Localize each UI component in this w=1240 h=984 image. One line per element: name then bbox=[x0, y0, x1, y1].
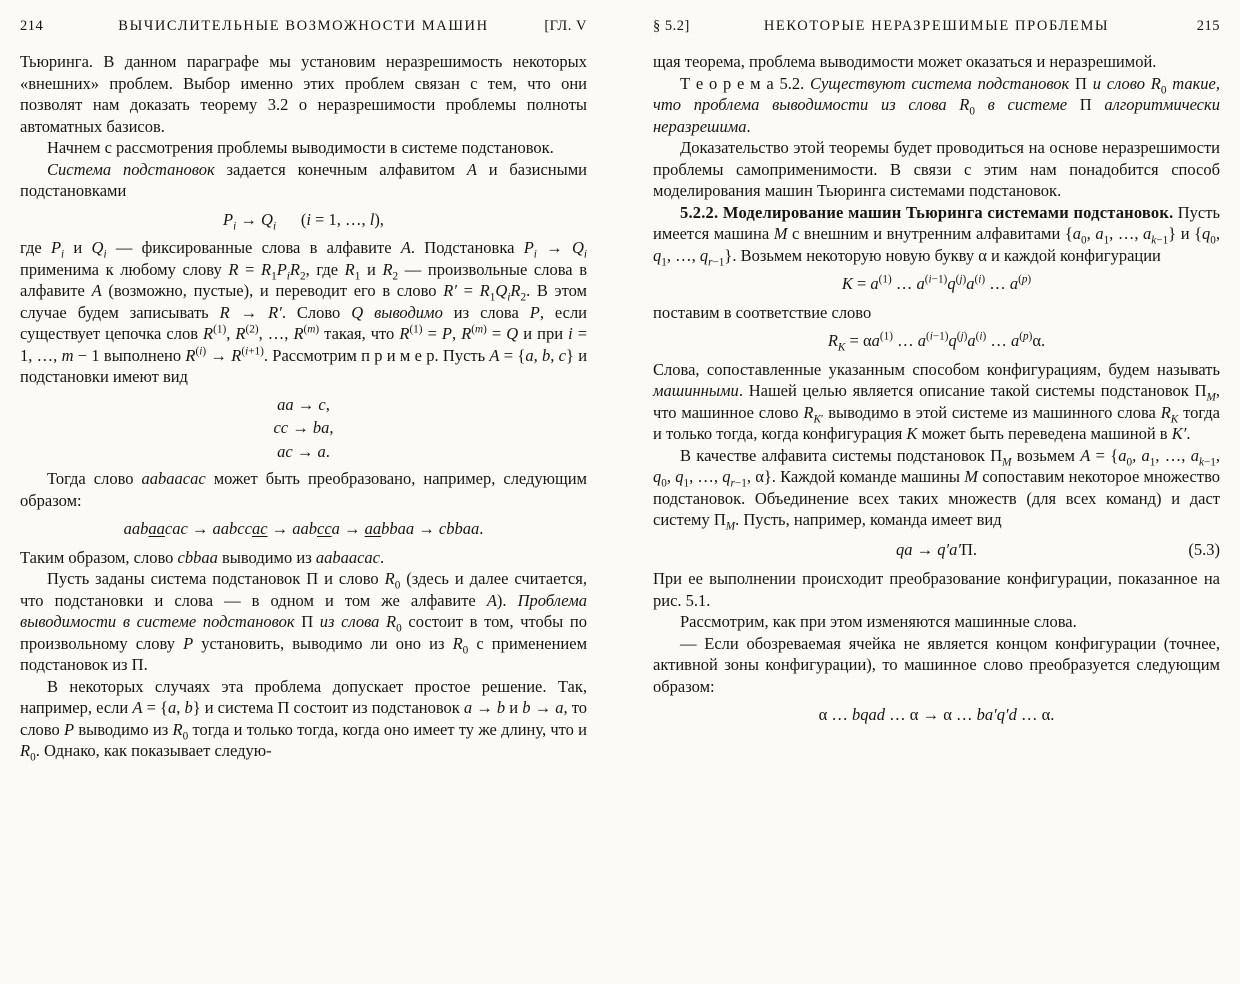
page-214 bbox=[20, 14, 587, 978]
paragraph: Доказательство этой теоремы будет проводиться на основе неразрешимости проблемы самоприменимости. В связи с этим нам понадобится способ моделирования машин Тьюринга системами подстановок. bbox=[653, 138, 1220, 200]
formula-substitution-scheme: $P_i \to Q_i$ (i = 1, …, l), bbox=[223, 209, 384, 232]
paragraph: где $P_i$ и $Q_i$ — фиксированные слова в алфавите A. Подстановка $P_i \to Q_i$ применима к любому слову $R = R_1P_iR_2$, где $R_1$ и $R_2$ — произвольные слова в алфавите A (возможно, пустые), и переводит его в слово $R' = R_1Q_iR_2$. В этом случае будем записывать R → R′. Слово Q выводимо из слова P, если существует цепочка слов $R^{(1)}$, $R^{(2)}$, …, $R^{(m)}$ такая, что $R^{(1)} = P$, $R^{(m)} = Q$ и при i = 1, …, m − 1 выполнено $R^{(i)} \to R^{(i+1)}$. Рассмотрим п р и м е р. Пусть A = {a, b, c} и подстановки имеют вид bbox=[20, 238, 588, 386]
page-215 bbox=[653, 14, 1220, 978]
running-head-left bbox=[20, 18, 587, 35]
paragraph: Система подстановок задается конечным алфавитом A и базисными подстановками bbox=[20, 159, 587, 200]
section-mark: § 5.2] bbox=[653, 18, 690, 34]
equation-body: qa → q′a′П. bbox=[895, 539, 977, 559]
paragraph: Тьюринга. В данном параграфе мы установим неразрешимость некоторых «внешних» проблем. Выбор именно этих проблем связан с тем, что они позволят нам доказать теорему 3.2 о неразрешимости проблемы полноты автоматных базисов. bbox=[20, 52, 587, 136]
page-number-right: 215 bbox=[1196, 18, 1220, 34]
paragraph: щая теорема, проблема выводимости может оказаться и неразрешимой. bbox=[653, 52, 1157, 71]
formula-rule-3: ac → a. bbox=[277, 441, 330, 461]
running-title-right: НЕКОТОРЫЕ НЕРАЗРЕШИМЫЕ ПРОБЛЕМЫ bbox=[763, 18, 1110, 34]
formula-machine-word: $R_K = \alpha a^{(1)}$ … $a^{(i-1)}q^{(j)}a^{(i)}$ … $a^{(p)}\alpha$. bbox=[827, 330, 1046, 354]
running-title-left: ВЫЧИСЛИТЕЛЬНЫЕ ВОЗМОЖНОСТИ МАШИН bbox=[118, 18, 489, 34]
formula-derivation-chain: aabaacac → aabccac → aabcca → aabbaa → cbbaa. bbox=[123, 519, 484, 538]
paragraph: Пусть заданы система подстановок П и слово $R_0$ (здесь и далее считается, что подстановки и слова — в одном и том же алфавите A). Проблема выводимости в системе подстановок П из слова $R_0$ состоит в том, чтобы по произвольному слову P установить, выводимо ли оно из $R_0$ с применением подстановок из П. bbox=[20, 569, 588, 674]
formula-configuration: $K = a^{(1)}$ … $a^{(i-1)}q^{(j)}a^{(i)}$ … $a^{(p)}$ bbox=[841, 273, 1032, 293]
theorem-statement: Т е о р е м а 5.2. Существуют система подстановок П и слово $R_0$ такие, что проблема выводимости из слова $R_0$ в системе П алгоритмически неразрешима. bbox=[653, 73, 1221, 136]
equation-number: (5.3) bbox=[1188, 539, 1220, 559]
formula-rule-1: aa → c, bbox=[277, 394, 330, 414]
subsection-paragraph: 5.2.2. Моделирование машин Тьюринга системами подстановок. Пусть имеется машина M с внешним и внутренним алфавитами {$a_0$, $a_1$, …, $a_{k-1}$} и {$q_0$, $q_1$, …, $q_{r-1}$}. Возьмем некоторую новую букву α и каждой конфигурации bbox=[653, 202, 1220, 268]
page-body-left bbox=[20, 51, 587, 762]
paragraph: В качестве алфавита системы подстановок $П_M$ возьмем $A = \{a_0$, $a_1$, …, $a_{k-1}$, $q_0$, $q_1$, …, $q_{r-1}$, α}. Каждой команде машины M сопоставим некоторое множество подстановок. Объединение всех таких множеств (для всех команд) и даст систему $П_M$. Пусть, например, команда имеет вид bbox=[653, 445, 1221, 533]
paragraph: Слова, сопоставленные указанным способом конфигурациям, будем называть машинными. Нашей целью является описание такой системы подстановок $П_M$, что машинное слово $R_{K'}$ выводимо в этой системе из машинного слова $R_K$ тогда и только тогда, когда конфигурация K может быть переведена машиной в K′. bbox=[653, 359, 1220, 443]
equation-5-3 bbox=[653, 539, 1220, 561]
formula-word-transformation: α … bqad … α → α … ba′q′d … α. bbox=[818, 705, 1055, 724]
paragraph: — Если обозреваемая ячейка не является концом конфигурации (точнее, активной зоны конфигурации), то машинное слово преобразуется следующим образом: bbox=[653, 633, 1220, 696]
paragraph: Начнем с рассмотрения проблемы выводимости в системе подстановок. bbox=[47, 138, 554, 157]
page-body-right bbox=[653, 51, 1220, 726]
formula-rule-2: cc → ba, bbox=[273, 418, 334, 437]
paragraph: При ее выполнении происходит преобразование конфигурации, показанное на рис. 5.1. bbox=[653, 569, 1220, 610]
chapter-mark: [ГЛ. V bbox=[544, 18, 587, 34]
paragraph: Тогда слово aabaacac может быть преобразовано, например, следующим образом: bbox=[20, 469, 587, 510]
formula-group-substitutions bbox=[20, 394, 587, 463]
paragraph: Рассмотрим, как при этом изменяются машинные слова. bbox=[680, 612, 1077, 631]
page-number-left: 214 bbox=[20, 18, 44, 34]
running-head-right bbox=[653, 18, 1220, 35]
paragraph: поставим в соответствие слово bbox=[653, 302, 872, 322]
paragraph: В некоторых случаях эта проблема допускает простое решение. Так, например, если A = {a, b} и система П состоит из подстановок a → b и b → a, то слово P выводимо из $R_0$ тогда и только тогда, когда оно имеет ту же длину, что и $R_0$. Однако, как показывает следую- bbox=[20, 676, 588, 764]
paragraph: Таким образом, слово cbbaa выводимо из aabaacac. bbox=[20, 547, 385, 567]
